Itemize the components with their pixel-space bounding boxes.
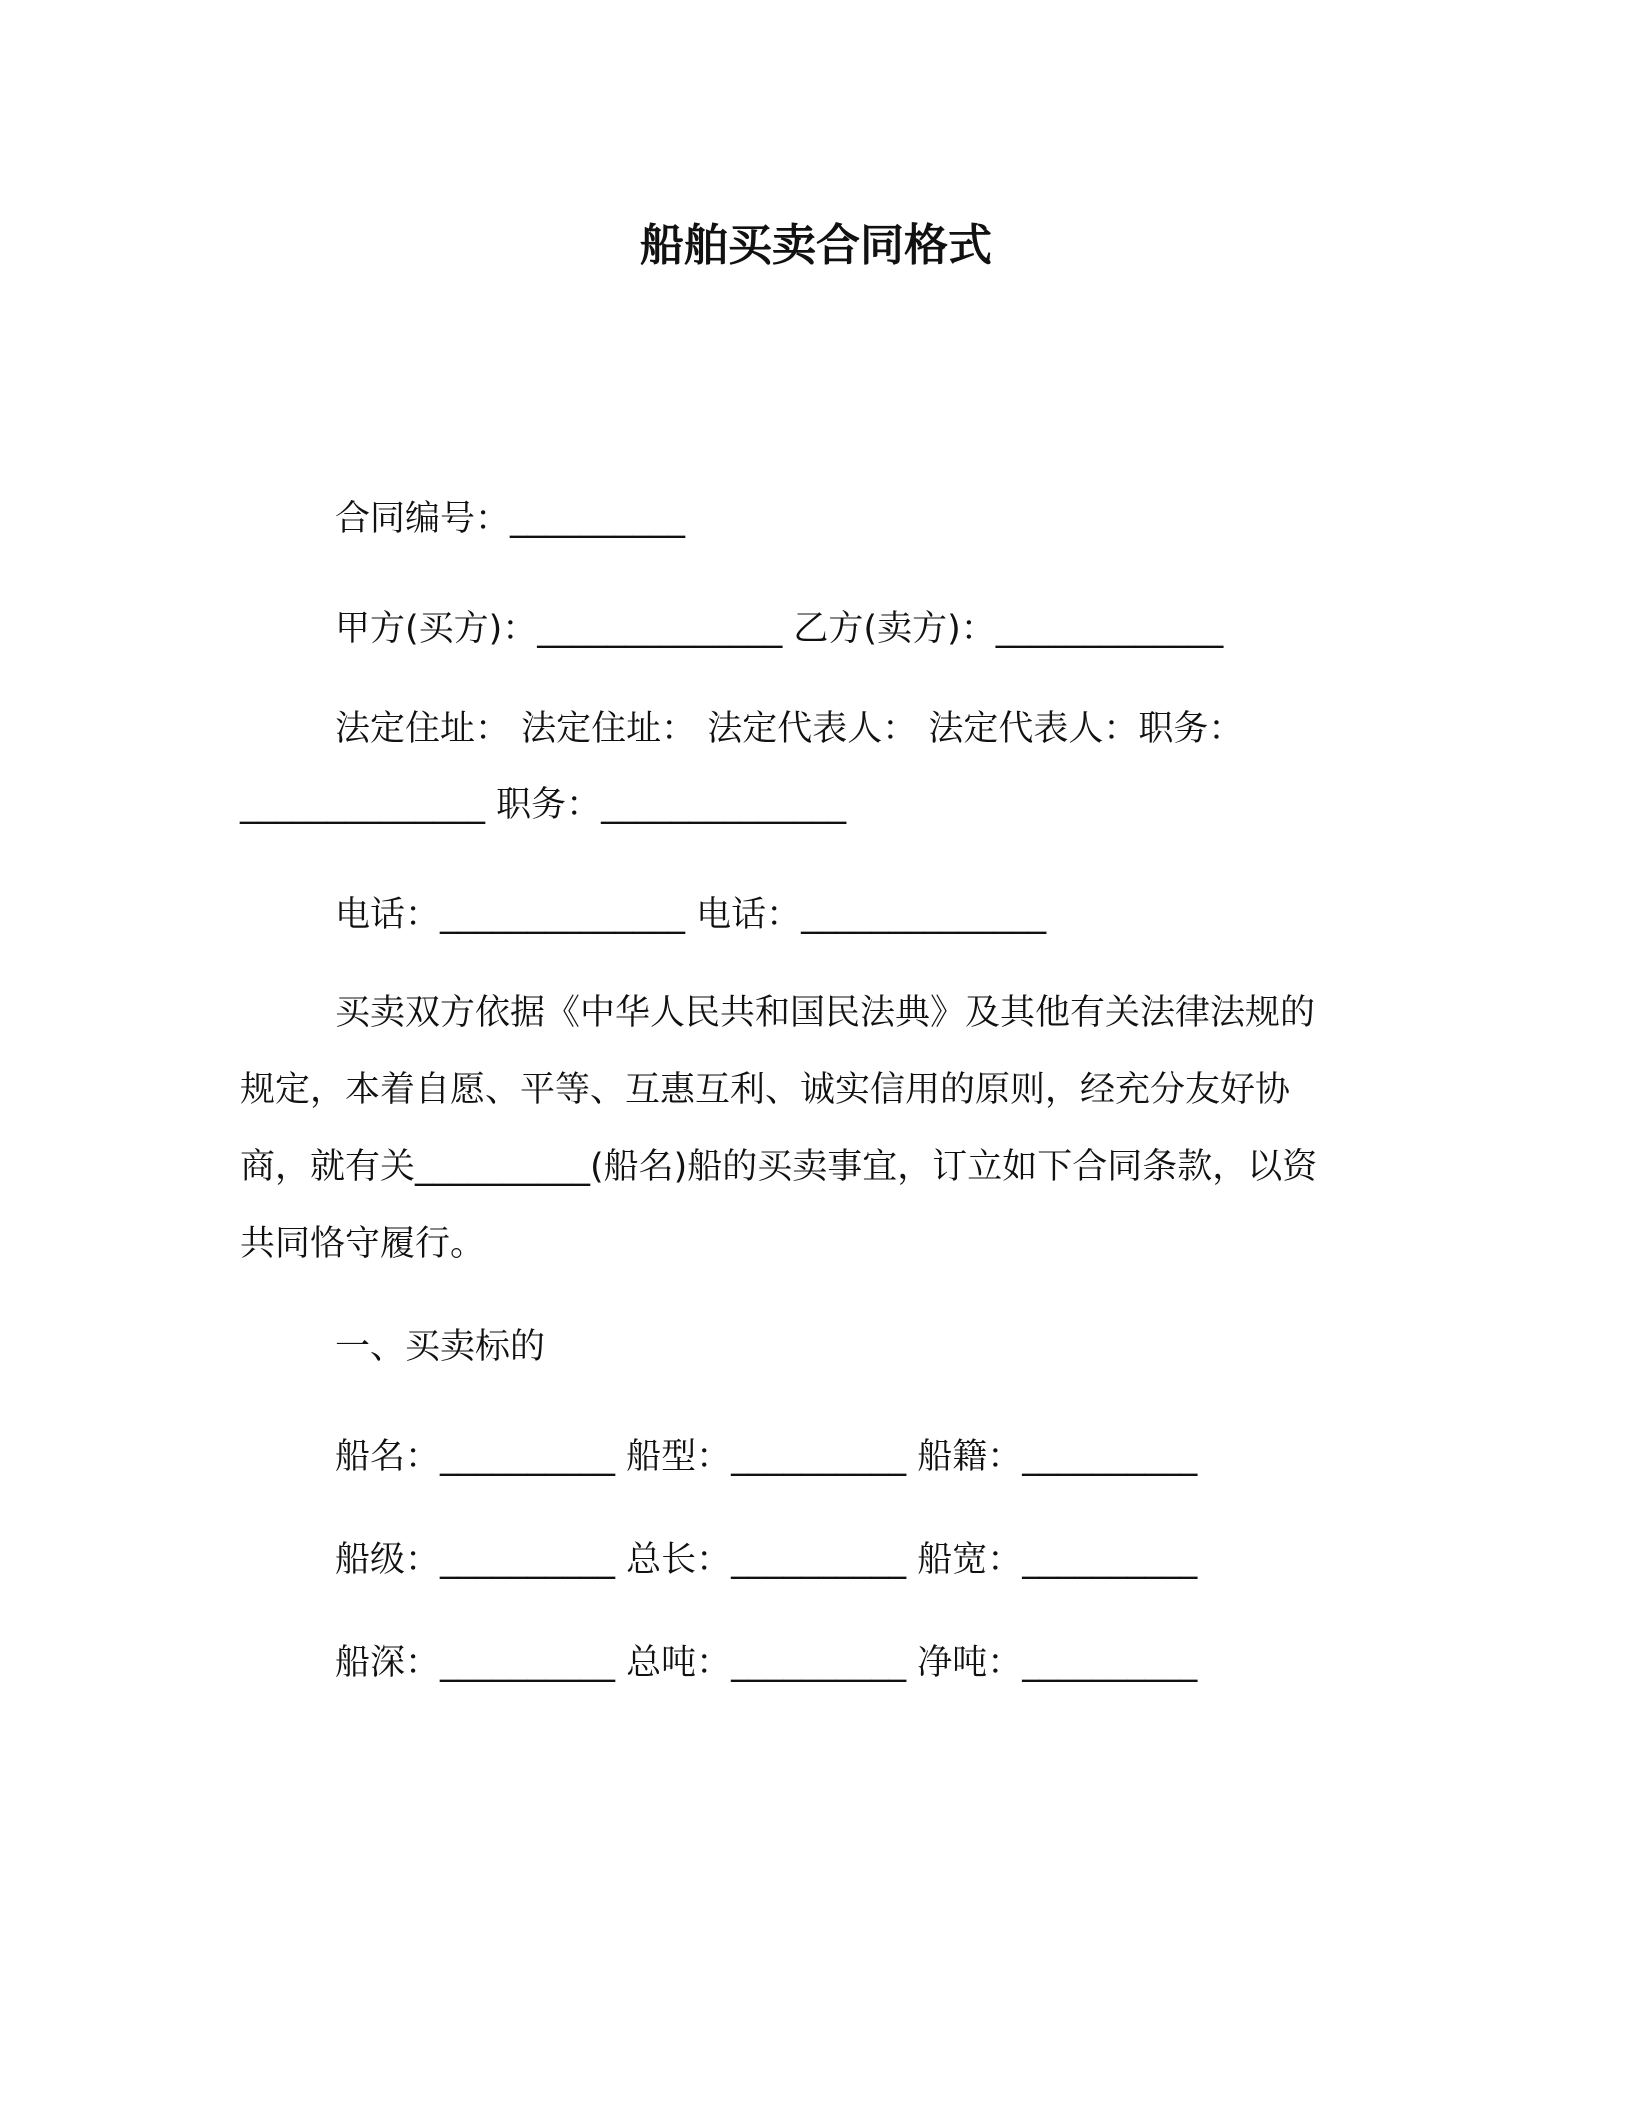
section-heading: 一、买卖标的 [335,1327,546,1367]
ship-info-line-2: 船级：__________ 总长：__________ 船宽：__________ [335,1540,1198,1580]
preamble-line-4: 共同恪守履行。 [240,1224,486,1264]
preamble-line-3: 商，就有关__________(船名)船的买卖事宜，订立如下合同条款，以资 [240,1147,1318,1187]
parties-line: 甲方(买方)：______________ 乙方(卖方)：_____________ [335,609,1224,649]
preamble-line-1: 买卖双方依据《中华人民共和国民法典》及其他有关法律法规的 [335,993,1316,1033]
phone-line: 电话：______________ 电话：______________ [335,895,1047,935]
preamble-line-2: 规定，本着自愿、平等、互惠互利、诚实信用的原则，经充分友好协 [240,1070,1291,1110]
document-title: 船舶买卖合同格式 [640,220,992,271]
position-line: ______________ 职务：______________ [240,785,847,825]
ship-info-line-3: 船深：__________ 总吨：__________ 净吨：__________ [335,1643,1198,1683]
legal-info-line: 法定住址： 法定住址： 法定代表人： 法定代表人：职务： [335,709,1244,749]
ship-info-line-1: 船名：__________ 船型：__________ 船籍：__________ [335,1437,1198,1477]
contract-number-line: 合同编号：__________ [335,499,686,539]
